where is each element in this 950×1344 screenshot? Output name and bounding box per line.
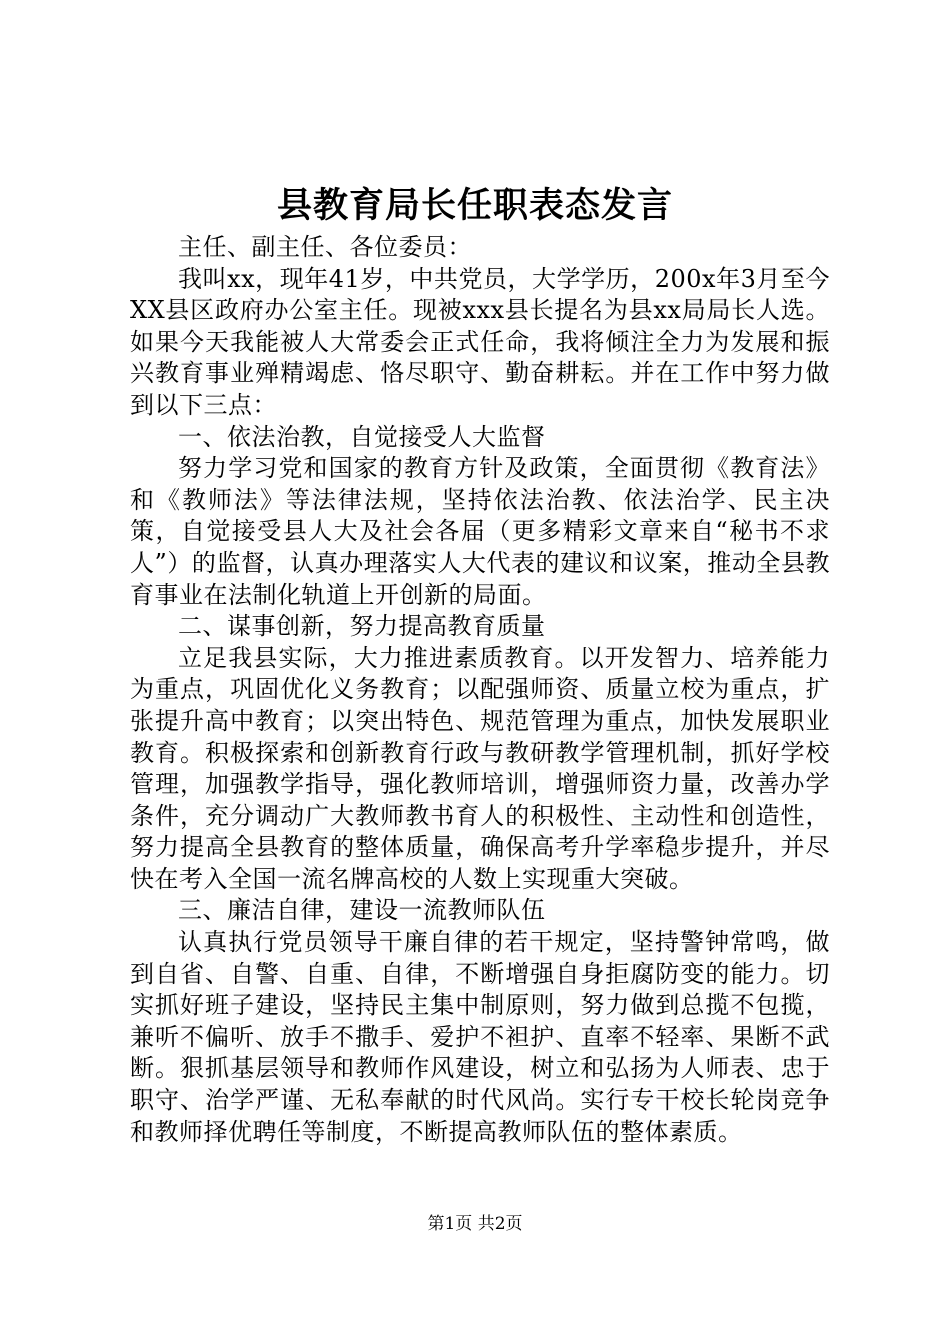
- salutation: 主任、副主任、各位委员：: [178, 233, 472, 261]
- section-2-paragraph: 立足我县实际，大力推进素质教育。以开发智力、培养能力为重点，巩固优化义务教育；以配强师资、质量立校为重点，扩张提升高中教育；以突出特色、规范管理为重点，加快发展职业教育。积极探索和创新教育行政与教研教学管理机制，抓好学校管理，加强教学指导，强化教师培训，增强师资力量，改善办学条件，充分调动广大教师教书育人的积极性、主动性和创造性，努力提高全县教育的整体质量，确保高考升学率稳步提升，并尽快在考入全国一流名牌高校的人数上实现重大突破。: [130, 643, 830, 893]
- document-title: 县教育局长任职表态发言: [276, 185, 673, 226]
- section-3-heading: 三、廉洁自律，建设一流教师队伍: [178, 896, 546, 925]
- section-1-heading: 一、依法治教，自觉接受人大监督: [178, 422, 546, 451]
- section-1-paragraph: 努力学习党和国家的教育方针及政策，全面贯彻《教育法》和《教师法》等法律法规，坚持依法治教、依法治学、民主决策，自觉接受县人大及社会各届（更多精彩文章来自“秘书不求人”）的监督，认真办理落实人大代表的建议和议案，推动全县教育事业在法制化轨道上开创新的局面。: [130, 454, 830, 609]
- document-body: [130, 232, 830, 1148]
- page-number-footer: 第1页 共2页: [427, 1214, 523, 1234]
- section-3-paragraph: 认真执行党员领导干廉自律的若干规定，坚持警钟常鸣，做到自省、自警、自重、自律，不断增强自身拒腐防变的能力。切实抓好班子建设，坚持民主集中制原则，努力做到总揽不包揽，兼听不偏听、放手不撒手、爱护不袒护、直率不轻率、果断不武断。狠抓基层领导和教师作风建设，树立和弘扬为人师表、忠于职守、治学严谨、无私奉献的时代风尚。实行专干校长轮岗竞争和教师择优聘任等制度，不断提高教师队伍的整体素质。: [130, 928, 830, 1146]
- intro-paragraph: 我叫xx，现年41岁，中共党员，大学学历，200x年3月至今XX县区政府办公室主任。现被xxx县长提名为县xx局局长人选。如果今天我能被人大常委会正式任命，我将倾注全力为发展和振兴教育事业殚精竭虑、恪尽职守、勤奋耕耘。并在工作中努力做到以下三点：: [130, 264, 830, 419]
- section-2-heading: 二、谋事创新，努力提高教育质量: [178, 612, 546, 641]
